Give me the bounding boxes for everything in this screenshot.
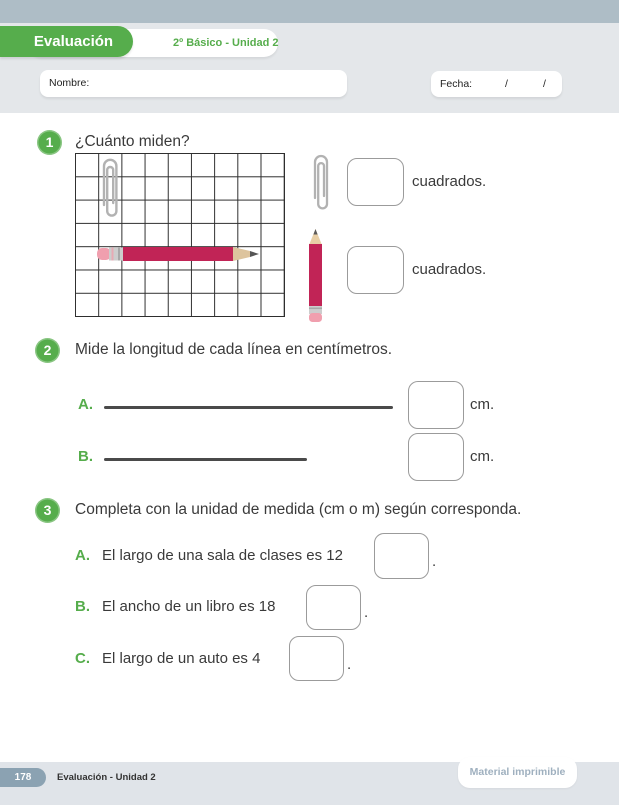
footer-title: Evaluación - Unidad 2 [57,772,156,783]
name-field[interactable] [40,70,347,97]
printable-material-button[interactable]: Material imprimible [458,757,577,788]
answer-box-squares-pencil[interactable] [347,246,404,294]
sentence-b: El ancho de un libro es 18 [102,598,276,615]
item-label-b: B. [75,598,90,615]
measure-line-a [104,406,393,409]
sentence-c: El largo de un auto es 4 [102,650,261,667]
question-2-number: 2 [35,338,60,363]
item-label-a: A. [75,547,90,564]
unit-label: cm. [470,448,495,465]
item-label-a: A. [78,396,93,413]
question-1-number: 1 [37,130,62,155]
sentence-c-period: . [347,656,352,673]
answer-box-unit-b[interactable] [306,585,361,630]
question-3-title: Completa con la unidad de medida (cm o m) según corresponda. [75,501,522,518]
pencil-icon [97,246,260,262]
measure-line-b [104,458,307,461]
sentence-a: El largo de una sala de clases es 12 [102,547,343,564]
sentence-a-period: . [432,553,437,570]
date-separator: / [505,78,508,90]
top-bar [0,0,619,23]
page-number-badge: 178 [0,768,46,787]
unit-label: cm. [470,396,495,413]
item-label-c: C. [75,650,90,667]
unit-pill-label: 2º Básico - Unidad 2 [173,37,279,49]
unit-label: cuadrados. [412,261,487,278]
question-1-title: ¿Cuánto miden? [75,133,190,150]
answer-box-squares-paperclip[interactable] [347,158,404,206]
answer-box-unit-a[interactable] [374,533,429,579]
date-field[interactable] [431,71,562,97]
name-label: Nombre: [49,77,90,89]
paperclip-icon [308,150,334,216]
item-label-b: B. [78,448,93,465]
pencil-icon [307,228,324,322]
answer-box-line-a[interactable] [408,381,464,429]
sentence-b-period: . [364,604,369,621]
date-separator: / [543,78,546,90]
unit-label: cuadrados. [412,173,487,190]
answer-box-line-b[interactable] [408,433,464,481]
answer-box-unit-c[interactable] [289,636,344,681]
question-2-title: Mide la longitud de cada línea en centímetros. [75,341,393,358]
paperclip-icon [97,153,123,224]
evaluation-badge: Evaluación [0,26,133,57]
date-label: Fecha: [440,78,473,90]
question-3-number: 3 [35,498,60,523]
